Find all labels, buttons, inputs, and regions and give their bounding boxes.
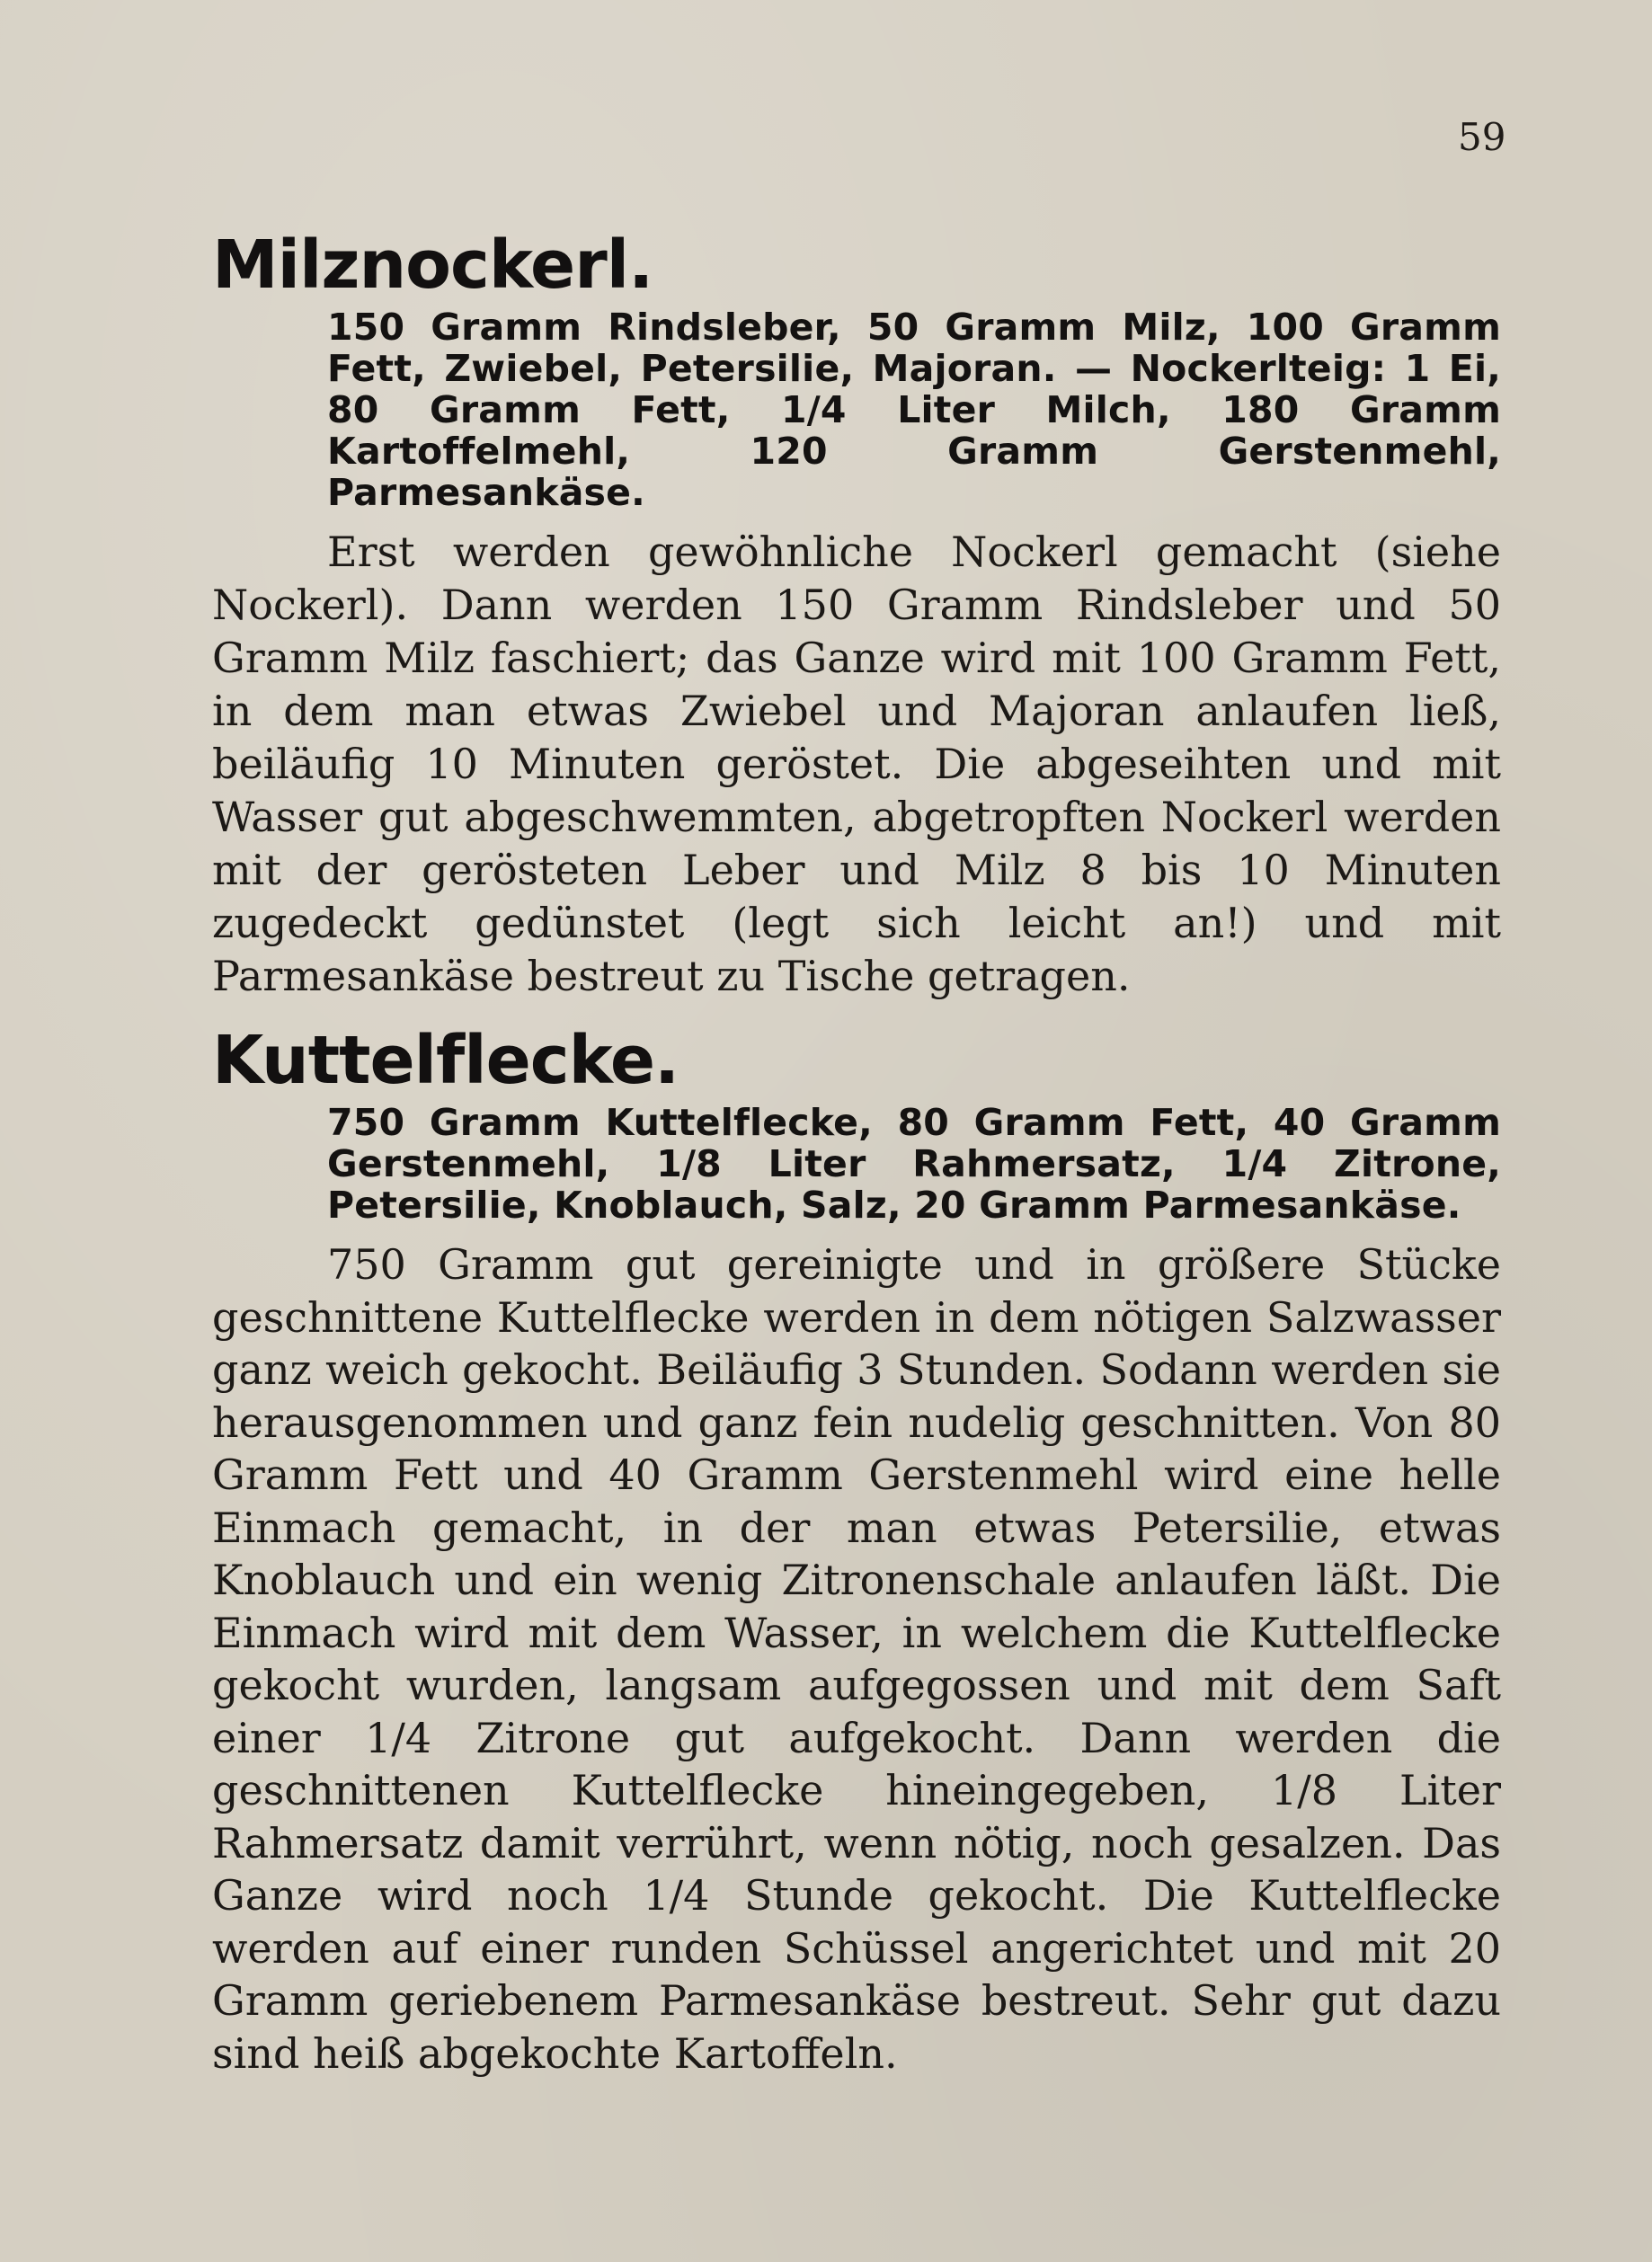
recipe-instructions: 750 Gramm gut gereinigte und in größere Stücke geschnittene Kuttelflecke werden in dem nötigen Salzwasser ganz weich gekocht. Beiläufig 3 Stunden. Sodann werden sie herausgenommen und ganz fein nudelig geschnitten. Von 80 Gramm Fett und 40 Gramm Gerstenmehl wird eine helle Einmach gemacht, in der man etwas Petersilie, etwas Knoblauch und ein wenig Zitronenschale anlaufen läßt. Die Einmach wird mit dem Wasser, in welchem die Kuttelflecke gekocht wurden, langsam aufgegossen und mit dem Saft einer 1/4 Zitrone gut aufgekocht. Dann werden die geschnittenen Kuttelflecke hineingegeben, 1/8 Liter Rahmersatz damit verrührt, wenn nötig, noch gesalzen. Das Ganze wird noch 1/4 Stunde gekocht. Die Kuttelflecke werden auf einer runden Schüssel angerichtet und mit 20 Gramm geriebenem Parmesankäse bestreut. Sehr gut dazu sind heiß abgekochte Kartoffeln.: [212, 1240, 1501, 2078]
recipe-title: Milznockerl.: [212, 226, 653, 304]
recipe-instructions: Erst werden gewöhnliche Nockerl gemacht (siehe Nockerl). Dann werden 150 Gramm Rindsleber und 50 Gramm Milz faschiert; das Ganze wird mit 100 Gramm Fett, in dem man etwas Zwiebel und Majoran anlaufen ließ, beiläufig 10 Minuten geröstet. Die abgeseihten und mit Wasser gut abgeschwemmten, abgetropften Nockerl werden mit der gerösteten Leber und Milz 8 bis 10 Minuten zugedeckt gedünstet (legt sich leicht an!) und mit Parmesankäse bestreut zu Tische getragen.: [212, 528, 1501, 1000]
page-number: 59: [1458, 115, 1506, 159]
recipe-ingredients: 150 Gramm Rindsleber, 50 Gramm Milz, 100 Gramm Fett, Zwiebel, Petersilie, Majoran. — Nockerlteig: 1 Ei, 80 Gramm Fett, 1/4 Liter Milch, 180 Gramm Kartoffelmehl, 120 Gramm Gerstenmehl, Parmesankäse.: [327, 306, 1501, 514]
recipe-title: Kuttelflecke.: [212, 1022, 679, 1099]
recipe-milznockerl: [212, 226, 1501, 1003]
recipe-ingredients: 750 Gramm Kuttelflecke, 80 Gramm Fett, 40 Gramm Gerstenmehl, 1/8 Liter Rahmersatz, 1/4 Zitrone, Petersilie, Knoblauch, Salz, 20 Gramm Parmesankäse.: [327, 1101, 1501, 1227]
recipe-kuttelflecke: [212, 1022, 1501, 2080]
